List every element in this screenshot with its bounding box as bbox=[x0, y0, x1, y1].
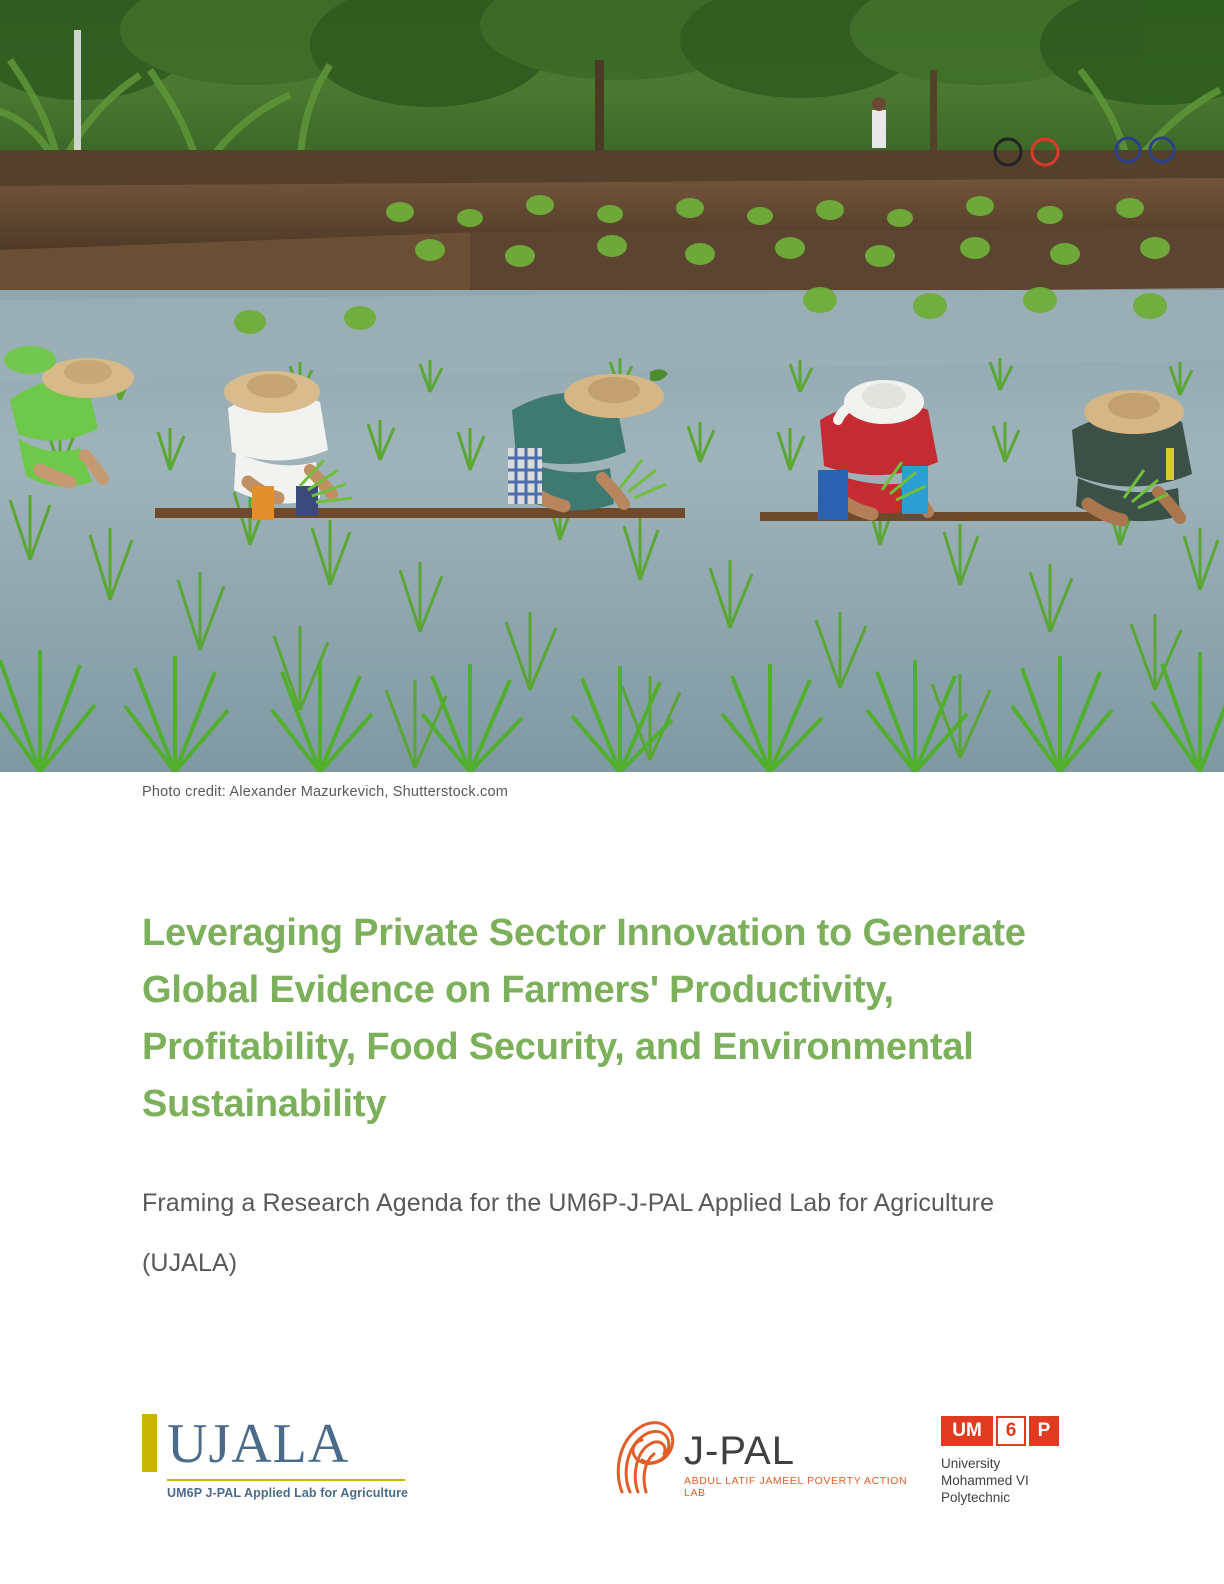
um6p-line-1: University bbox=[941, 1456, 1001, 1471]
jpal-wordmark: J-PAL bbox=[684, 1429, 795, 1473]
farmer-figure bbox=[1072, 390, 1192, 521]
jpal-spiral-icon bbox=[612, 1418, 678, 1498]
jpal-logo bbox=[612, 1418, 912, 1518]
photo-credit: Photo credit: Alexander Mazurkevich, Shutterstock.com bbox=[142, 784, 509, 800]
ujala-logo bbox=[142, 1410, 442, 1500]
um6p-tile-6: 6 bbox=[996, 1416, 1026, 1446]
um6p-logo bbox=[941, 1416, 1141, 1506]
page-subtitle: Framing a Research Agenda for the UM6P-J-PAL Applied Lab for Agriculture (UJALA) bbox=[142, 1189, 995, 1277]
um6p-line-3: Polytechnic bbox=[941, 1490, 1011, 1505]
um6p-tiles bbox=[941, 1416, 1141, 1446]
um6p-tile-um: UM bbox=[941, 1416, 993, 1446]
ujala-bar-icon bbox=[142, 1414, 157, 1472]
ujala-tagline: UM6P J-PAL Applied Lab for Agriculture bbox=[167, 1486, 409, 1500]
ujala-wordmark-row bbox=[142, 1410, 442, 1475]
logo-row bbox=[0, 1400, 1224, 1530]
um6p-tile-p: P bbox=[1029, 1416, 1059, 1446]
ujala-wordmark: UJALA bbox=[167, 1413, 350, 1475]
title-block bbox=[142, 905, 1042, 1293]
jpal-tagline: ABDUL LATIF JAMEEL POVERTY ACTION LAB bbox=[684, 1475, 908, 1499]
jpal-text bbox=[684, 1430, 912, 1499]
page-title: Leveraging Private Sector Innovation to Generate Global Evidence on Farmers' Productivity, Profitability, Food Security, and Environmental Sustainability bbox=[142, 912, 1026, 1125]
paddy-field-illustration bbox=[0, 0, 1224, 772]
um6p-subtext bbox=[941, 1455, 1141, 1506]
ujala-divider bbox=[167, 1479, 405, 1481]
cover-photo bbox=[0, 0, 1224, 772]
um6p-line-2: Mohammed VI bbox=[941, 1473, 1029, 1488]
